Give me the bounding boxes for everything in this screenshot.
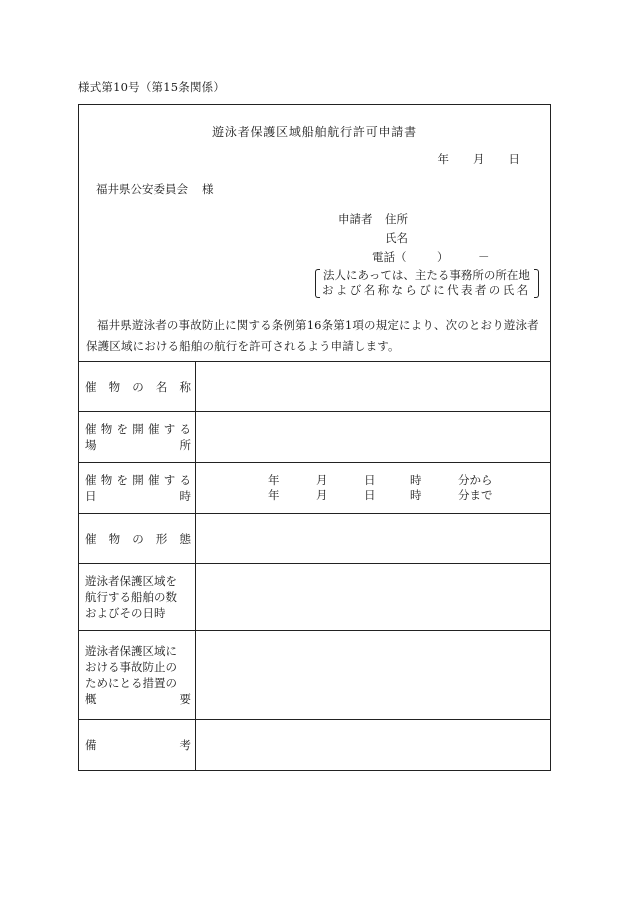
label-char: 称 [179,379,191,394]
schedule-unit: 年 [268,488,280,502]
label-char: 開 [132,473,144,487]
label-line: 遊泳者保護区域を [85,574,177,588]
schedule-unit: 分まで [458,488,493,502]
value-venue[interactable] [196,412,551,463]
schedule-unit: 年 [268,473,280,487]
label-line: およびその日時 [85,606,166,620]
label-char: 物 [108,531,121,546]
addressee-honorific: 様 [202,182,214,196]
schedule-unit: 時 [410,488,422,502]
body-text: 福井県遊泳者の事故防止に関する条例第16条第1項の規定により、次のとおり遊泳者保護区域における船舶の航行を許可されるよう申請します。 [86,318,539,353]
value-datetime[interactable] [196,463,551,514]
label-line: 遊泳者保護区域に [85,644,177,658]
schedule-unit: 日 [364,488,376,502]
value-remarks[interactable] [196,720,551,770]
label-char: の [132,531,144,546]
date-month: 月 [473,152,485,166]
label-char: 催 [148,422,160,436]
label-char: 要 [179,692,191,706]
phone-dash: － [478,250,490,264]
label-char: 時 [179,489,191,503]
addressee-name: 福井県公安委員会 [96,182,188,196]
label-remarks [79,720,196,770]
label-safety [79,631,196,720]
label-char: 日 [85,489,97,503]
name-label: 氏名 [385,231,408,245]
date-line [438,151,521,167]
table-row [79,514,550,564]
label-venue [79,412,196,463]
label-char: 催 [85,422,97,436]
table-row [79,362,550,412]
label-char: 催 [85,531,97,546]
label-char: 態 [179,531,191,546]
value-event-name[interactable] [196,362,551,412]
label-char: る [179,473,191,487]
label-char: す [163,422,176,436]
date-year: 年 [437,152,449,166]
form-title: 遊泳者保護区域船舶航行許可申請書 [212,125,417,139]
label-datetime [79,463,196,514]
schedule-unit: 月 [316,473,328,487]
label-event-form [79,514,196,564]
label-char: る [179,422,191,436]
label-char: 物 [100,473,113,487]
value-event-form[interactable] [196,514,551,564]
applicant-label: 申請者 [338,212,373,226]
label-char: の [132,379,144,394]
schedule-unit: 日 [364,473,376,487]
label-char: 概 [85,692,97,706]
label-event-name [79,362,196,412]
addressee [96,181,214,197]
label-boats [79,564,196,631]
schedule [196,473,550,503]
phone-label: 電話（ [372,250,407,264]
value-boats[interactable] [196,564,551,631]
label-char: 備 [85,737,97,752]
schedule-unit: 分から [458,473,493,487]
value-safety[interactable] [196,631,551,720]
label-char: 場 [85,438,97,452]
label-line: ためにとる措置の [85,676,177,690]
label-char: 形 [155,531,168,546]
label-char: 考 [179,737,191,752]
label-char: 催 [148,473,160,487]
schedule-unit: 時 [410,473,422,487]
corporate-note-line2: および名称ならびに代表者の氏名 [322,283,531,297]
table-row [79,463,550,514]
label-char: 物 [100,422,113,436]
table-row [79,720,550,770]
table-row [79,631,550,720]
phone-paren-close: ） [437,250,449,264]
label-char: を [116,473,128,487]
label-char: 催 [85,379,97,394]
label-line: おける事故防止の [85,660,177,674]
label-char: 所 [179,438,191,452]
application-form [78,104,551,771]
corporate-note [315,268,539,298]
date-day: 日 [508,152,520,166]
label-char: 催 [85,473,97,487]
table-row [79,564,550,631]
label-char: 物 [108,379,121,394]
form-label: 様式第10号（第15条関係） [78,80,226,94]
label-char: 名 [155,379,168,394]
label-char: を [116,422,128,436]
address-label: 住所 [385,212,408,226]
label-line: 航行する船舶の数 [85,590,177,604]
schedule-unit: 月 [316,488,328,502]
label-char: す [163,473,176,487]
corporate-note-line1: 法人にあっては、主たる事務所の所在地 [323,268,530,282]
details-table [79,361,550,770]
label-char: 開 [132,422,144,436]
table-row [79,412,550,463]
